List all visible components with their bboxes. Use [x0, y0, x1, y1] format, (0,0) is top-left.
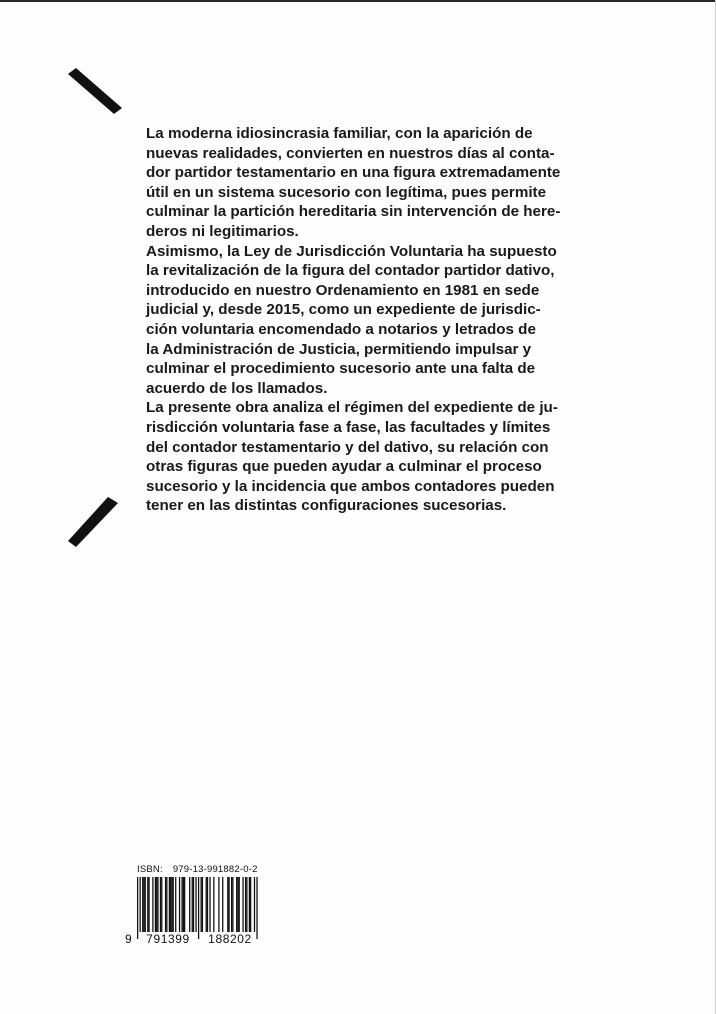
- isbn-text: [137, 864, 258, 875]
- barcode-lead-digit: 9: [125, 932, 132, 946]
- barcode-bar: [231, 877, 232, 932]
- barcode-bar: [157, 877, 158, 932]
- barcode-bar: [170, 877, 171, 932]
- barcode-bar: [142, 877, 143, 932]
- barcode-bar: [207, 877, 208, 932]
- blurb-line: acuerdo de los llamados.: [146, 379, 328, 397]
- barcode-bar: [245, 877, 246, 932]
- barcode-bar: [239, 877, 240, 932]
- isbn-barcode: [125, 864, 265, 948]
- barcode-bar: [198, 877, 199, 939]
- isbn-number: 979-13-991882-0-2: [172, 864, 258, 875]
- blurb-line: sucesorio y la incidencia que ambos contadores pueden: [146, 477, 555, 495]
- barcode-bar: [161, 877, 162, 932]
- diagonal-slash-up-icon: [64, 497, 124, 547]
- blurb-line: La moderna idiosincrasia familiar, con la aparición de: [146, 125, 533, 142]
- barcode-bar: [193, 877, 194, 932]
- barcode-bar: [206, 877, 207, 932]
- top-edge-shadow: [0, 0, 716, 2]
- barcode-bar: [246, 877, 247, 932]
- blurb-line: culminar la partición hereditaria sin intervención de here-: [146, 203, 561, 221]
- blurb-line: otras figuras que pueden ayudar a culminar el proceso: [146, 458, 542, 476]
- blurb-line: tener en las distintas configuraciones sucesorias.: [146, 497, 507, 515]
- blurb-line: útil en un sistema sucesorio con legítima, pues permite: [146, 183, 547, 201]
- barcode-bar: [171, 877, 172, 932]
- barcode-bar: [218, 877, 219, 932]
- blurb-line: nuevas realidades, convierten en nuestros días al conta-: [146, 144, 555, 162]
- blurb-line: risdicción voluntaria fase a fase, las facultades y límites: [146, 418, 551, 436]
- barcode-bar: [181, 877, 182, 932]
- barcode-bar: [152, 877, 153, 932]
- diagonal-slash-down-icon: [64, 68, 124, 114]
- barcode-bar: [256, 877, 257, 939]
- barcode-bar: [227, 877, 228, 932]
- barcode-bar: [222, 877, 223, 932]
- barcode-bar: [140, 877, 141, 939]
- barcode-bar: [236, 877, 237, 932]
- barcode-bar: [209, 877, 210, 932]
- barcode-bar: [189, 877, 190, 932]
- blurb-line: introducido en nuestro Ordenamiento en 1981 en sede: [146, 281, 540, 299]
- barcode-left-digits: 791399: [139, 932, 197, 946]
- barcode-bar: [201, 877, 202, 932]
- barcode-bar: [232, 877, 233, 932]
- barcode-bar: [184, 877, 185, 932]
- barcode-bar: [166, 877, 167, 932]
- barcode-bar: [148, 877, 149, 932]
- barcode-bar: [250, 877, 251, 932]
- blurb-line: la revitalización de la figura del contador partidor dativo,: [146, 262, 555, 280]
- blurb-line: judicial y, desde 2015, como un expediente de jurisdic-: [146, 301, 541, 319]
- barcode-bar: [213, 877, 214, 932]
- barcode-bar: [237, 877, 238, 932]
- barcode-bar: [249, 877, 250, 932]
- blurb-line: la Administración de Justicia, permitiendo impulsar y: [146, 340, 532, 358]
- blurb-line: dor partidor testamentario en una figura extremadamente: [146, 164, 561, 182]
- barcode-bar: [169, 877, 170, 932]
- barcode-bar: [183, 877, 184, 932]
- barcode-bar: [137, 877, 138, 939]
- barcode-bar: [202, 877, 203, 932]
- barcode-bar: [156, 877, 157, 932]
- barcode-bar: [145, 877, 146, 932]
- barcode-bar: [155, 877, 156, 932]
- barcode-bar: [192, 877, 193, 932]
- back-cover-blurb: [146, 124, 576, 516]
- blurb-line: culminar el procedimiento sucesorio ante una falta de: [146, 360, 536, 378]
- blurb-line: La presente obra analiza el régimen del expediente de ju-: [146, 399, 558, 417]
- barcode-bar: [175, 877, 176, 932]
- barcode-bar: [242, 877, 243, 932]
- barcode-bar: [165, 877, 166, 932]
- isbn-label: ISBN:: [137, 864, 163, 875]
- blurb-line: deros ni legitimarios.: [146, 222, 299, 240]
- barcode-bar: [195, 877, 196, 939]
- blurb-line: ción voluntaria encomendado a notarios y letrados de: [146, 320, 536, 338]
- barcode-bar: [173, 877, 174, 932]
- barcode-bar: [143, 877, 144, 932]
- barcode-right-digits: 188202: [204, 932, 256, 946]
- barcode-bar: [147, 877, 148, 932]
- barcode-bar: [160, 877, 161, 932]
- barcode-bar: [254, 877, 255, 939]
- barcode-bar: [228, 877, 229, 932]
- barcode-bar: [179, 877, 180, 932]
- blurb-line: del contador testamentario y del dativo, su relación con: [146, 438, 549, 456]
- blurb-line: Asimismo, la Ley de Jurisdicción Voluntaria ha supuesto: [146, 242, 557, 260]
